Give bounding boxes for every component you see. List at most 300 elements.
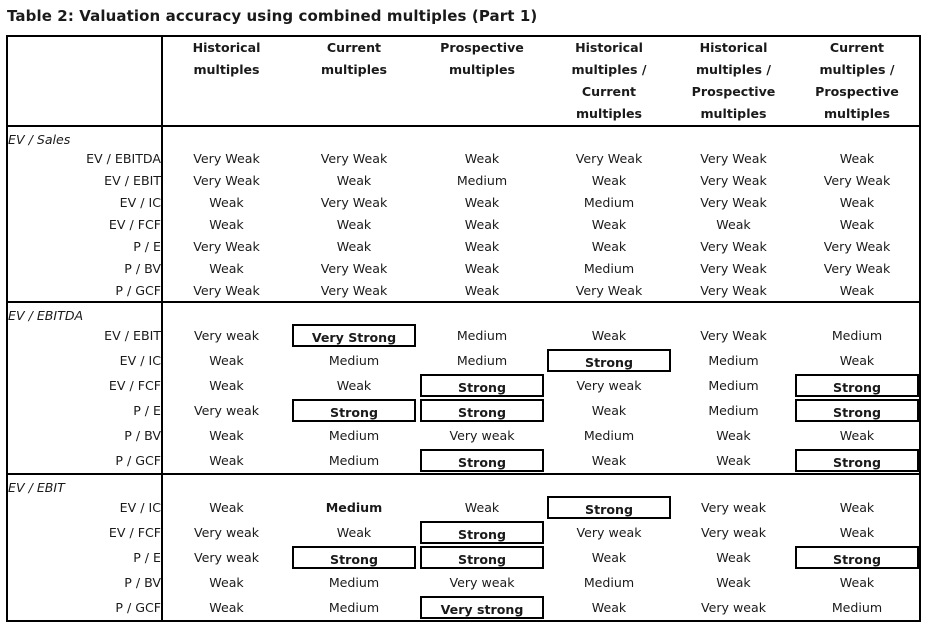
table-row xyxy=(7,570,920,595)
empty-cell xyxy=(546,126,672,147)
row-label: P / GCF xyxy=(7,279,162,302)
rating-text: Weak xyxy=(336,525,372,540)
empty-cell xyxy=(672,126,795,147)
rating-text: Very weak xyxy=(193,550,260,565)
table-cell xyxy=(418,423,546,448)
empty-cell xyxy=(418,474,546,495)
highlighted-rating: Strong xyxy=(420,449,544,472)
table-cell xyxy=(795,595,920,621)
column-header-line: Current xyxy=(581,84,637,99)
table-row xyxy=(7,423,920,448)
table-cell xyxy=(418,398,546,423)
table-cell xyxy=(418,545,546,570)
rating-text: Weak xyxy=(209,194,244,210)
column-header-line: multiples / xyxy=(695,62,772,77)
table-cell xyxy=(290,595,418,621)
rating-text: Very weak xyxy=(576,378,642,393)
table-cell xyxy=(672,348,795,373)
rating-text: Weak xyxy=(336,378,372,393)
rating-text: Weak xyxy=(464,260,500,276)
table-cell xyxy=(546,398,672,423)
rating-text: Medium xyxy=(831,328,883,343)
highlighted-rating: Strong xyxy=(292,546,416,569)
table-cell xyxy=(546,520,672,545)
rating-text: Very Weak xyxy=(823,172,891,188)
table-row xyxy=(7,448,920,474)
rating-text: Medium xyxy=(708,378,759,393)
column-header-line: multiples xyxy=(448,62,516,77)
table-cell xyxy=(672,520,795,545)
table-cell xyxy=(546,448,672,474)
table-cell xyxy=(290,520,418,545)
rating-text: Weak xyxy=(591,238,627,254)
rating-text: Medium xyxy=(456,328,508,343)
group-row xyxy=(7,302,920,323)
rating-text: Very weak xyxy=(700,600,767,615)
row-label: EV / FCF xyxy=(7,520,162,545)
rating-text: Medium xyxy=(831,600,883,615)
table-row xyxy=(7,213,920,235)
table-cell xyxy=(546,595,672,621)
table-cell xyxy=(795,147,920,169)
rating-text: Very Weak xyxy=(193,172,260,188)
table-cell xyxy=(795,169,920,191)
table-cell xyxy=(795,235,920,257)
rating-text: Very weak xyxy=(700,525,767,540)
table-cell xyxy=(546,279,672,302)
row-label: P / BV xyxy=(7,423,162,448)
highlighted-rating: Strong xyxy=(795,399,919,422)
table-cell xyxy=(418,169,546,191)
rating-text: Very weak xyxy=(193,328,260,343)
table-row xyxy=(7,520,920,545)
table-cell xyxy=(418,348,546,373)
table-cell xyxy=(290,213,418,235)
row-label: EV / FCF xyxy=(7,373,162,398)
group-row xyxy=(7,474,920,495)
table-cell xyxy=(672,235,795,257)
table-cell xyxy=(546,147,672,169)
corner-cell xyxy=(7,36,162,126)
table-cell xyxy=(546,257,672,279)
rating-text: Weak xyxy=(209,453,244,468)
table-cell xyxy=(672,595,795,621)
highlighted-rating: Very Strong xyxy=(292,324,416,347)
highlighted-rating: Strong xyxy=(420,546,544,569)
table-row xyxy=(7,147,920,169)
table-cell xyxy=(546,545,672,570)
column-header-line: multiples xyxy=(700,106,767,121)
row-label: P / E xyxy=(7,235,162,257)
table-cell xyxy=(546,348,672,373)
highlighted-rating: Strong xyxy=(795,374,919,397)
row-label: EV / EBIT xyxy=(7,169,162,191)
column-header-line: multiples xyxy=(575,106,643,121)
table-cell xyxy=(162,373,290,398)
rating-text: Weak xyxy=(839,194,875,210)
row-label: P / E xyxy=(7,398,162,423)
rating-text: Weak xyxy=(716,550,751,565)
rating-text: Very weak xyxy=(193,525,260,540)
table-cell xyxy=(795,191,920,213)
column-header-line: Current xyxy=(326,40,382,55)
rating-text: Medium xyxy=(583,260,635,276)
table-cell xyxy=(795,495,920,520)
rating-text: Very Weak xyxy=(193,238,260,254)
rating-text: Weak xyxy=(464,238,500,254)
rating-text: Weak xyxy=(209,260,244,276)
table-row xyxy=(7,257,920,279)
rating-text: Medium xyxy=(328,428,380,443)
rating-text: Medium xyxy=(708,403,759,418)
row-label: P / BV xyxy=(7,570,162,595)
rating-text: Weak xyxy=(839,216,875,232)
table-cell xyxy=(418,279,546,302)
rating-text: Weak xyxy=(716,575,751,590)
rating-text: Weak xyxy=(839,575,875,590)
table-cell xyxy=(162,323,290,348)
table-cell xyxy=(795,520,920,545)
table-cell xyxy=(418,147,546,169)
empty-cell xyxy=(162,126,290,147)
table-cell xyxy=(795,423,920,448)
row-label: P / GCF xyxy=(7,595,162,621)
column-header-line: multiples xyxy=(193,62,260,77)
empty-cell xyxy=(672,474,795,495)
table-cell xyxy=(162,169,290,191)
table-cell xyxy=(418,595,546,621)
column-header-line: multiples xyxy=(320,62,388,77)
rating-text: Weak xyxy=(464,500,500,515)
table-cell xyxy=(162,348,290,373)
rating-text: Weak xyxy=(839,525,875,540)
column-header-line: multiples / xyxy=(571,62,647,77)
highlighted-rating: Strong xyxy=(547,496,671,519)
column-header xyxy=(290,36,418,126)
table-cell xyxy=(162,570,290,595)
rating-text: Very Weak xyxy=(575,150,643,166)
table-cell xyxy=(290,570,418,595)
table-cell xyxy=(546,235,672,257)
rating-text: Weak xyxy=(464,150,500,166)
table-cell xyxy=(546,213,672,235)
table-cell xyxy=(795,279,920,302)
table-cell xyxy=(672,570,795,595)
highlighted-rating: Strong xyxy=(795,449,919,472)
rating-text: Medium xyxy=(328,453,380,468)
rating-text: Weak xyxy=(209,575,244,590)
table-row xyxy=(7,545,920,570)
column-header xyxy=(418,36,546,126)
rating-text: Very Weak xyxy=(823,238,891,254)
rating-text: Weak xyxy=(839,353,875,368)
rating-text: Very Weak xyxy=(320,260,388,276)
empty-cell xyxy=(290,474,418,495)
rating-text: Weak xyxy=(209,378,244,393)
table-cell xyxy=(672,545,795,570)
row-label: P / GCF xyxy=(7,448,162,474)
table-cell xyxy=(418,373,546,398)
header-row xyxy=(7,36,920,126)
table-cell xyxy=(418,448,546,474)
highlighted-rating: Strong xyxy=(420,521,544,544)
table-cell xyxy=(290,448,418,474)
table-row xyxy=(7,169,920,191)
table-cell xyxy=(546,495,672,520)
row-label: EV / IC xyxy=(7,495,162,520)
table-cell xyxy=(418,520,546,545)
rating-text: Very Weak xyxy=(700,172,767,188)
table-cell xyxy=(162,257,290,279)
empty-cell xyxy=(795,126,920,147)
empty-cell xyxy=(162,474,290,495)
table-cell xyxy=(290,279,418,302)
rating-text: Weak xyxy=(209,216,244,232)
empty-cell xyxy=(418,302,546,323)
group-label: EV / Sales xyxy=(7,126,162,147)
rating-text: Weak xyxy=(591,600,627,615)
table-cell xyxy=(162,235,290,257)
rating-text: Weak xyxy=(336,238,372,254)
rating-text: Very Weak xyxy=(320,282,388,298)
table-cell xyxy=(290,235,418,257)
rating-text: Weak xyxy=(591,403,627,418)
rating-text: Weak xyxy=(464,282,500,298)
column-header-line: Historical xyxy=(192,40,261,55)
table-cell xyxy=(290,495,418,520)
table-cell xyxy=(672,398,795,423)
rating-text: Weak xyxy=(591,453,627,468)
table-row xyxy=(7,279,920,302)
table-cell xyxy=(672,323,795,348)
empty-cell xyxy=(672,302,795,323)
rating-text: Weak xyxy=(336,216,372,232)
table-cell xyxy=(162,279,290,302)
rating-text: Very Weak xyxy=(193,282,260,298)
rating-text: Weak xyxy=(716,428,751,443)
rating-text: Very weak xyxy=(449,428,515,443)
row-label: EV / EBITDA xyxy=(7,147,162,169)
table-cell xyxy=(290,323,418,348)
rating-text: Weak xyxy=(839,500,875,515)
rating-text: Medium xyxy=(456,353,508,368)
table-cell xyxy=(162,147,290,169)
highlighted-rating: Strong xyxy=(795,546,919,569)
row-label: EV / EBIT xyxy=(7,323,162,348)
column-header-line: Prospective xyxy=(440,40,524,55)
highlighted-rating: Strong xyxy=(547,349,671,372)
table-row xyxy=(7,348,920,373)
rating-text: Medium xyxy=(325,500,383,515)
row-label: EV / IC xyxy=(7,348,162,373)
row-label: P / E xyxy=(7,545,162,570)
rating-text: Weak xyxy=(336,172,372,188)
row-label: P / BV xyxy=(7,257,162,279)
table-cell xyxy=(418,495,546,520)
rating-text: Weak xyxy=(591,216,627,232)
column-header xyxy=(795,36,920,126)
table-cell xyxy=(795,323,920,348)
table-cell xyxy=(672,147,795,169)
highlighted-rating: Strong xyxy=(292,399,416,422)
row-label: EV / IC xyxy=(7,191,162,213)
rating-text: Weak xyxy=(839,150,875,166)
table-row xyxy=(7,191,920,213)
highlighted-rating: Strong xyxy=(420,399,544,422)
table-cell xyxy=(162,191,290,213)
rating-text: Very Weak xyxy=(700,282,767,298)
table-cell xyxy=(672,213,795,235)
row-label: EV / FCF xyxy=(7,213,162,235)
column-header-line: Prospective xyxy=(691,84,776,99)
rating-text: Very weak xyxy=(700,500,767,515)
column-header xyxy=(162,36,290,126)
empty-cell xyxy=(795,302,920,323)
rating-text: Medium xyxy=(583,575,635,590)
table-cell xyxy=(162,448,290,474)
rating-text: Very Weak xyxy=(575,282,643,298)
rating-text: Weak xyxy=(464,216,500,232)
rating-text: Medium xyxy=(328,600,380,615)
rating-text: Weak xyxy=(209,353,244,368)
rating-text: Weak xyxy=(464,194,500,210)
table-row xyxy=(7,398,920,423)
rating-text: Weak xyxy=(839,282,875,298)
table-cell xyxy=(795,570,920,595)
table-cell xyxy=(418,323,546,348)
rating-text: Weak xyxy=(716,216,751,232)
rating-text: Very Weak xyxy=(320,150,388,166)
table-cell xyxy=(290,423,418,448)
table-cell xyxy=(795,348,920,373)
rating-text: Very weak xyxy=(449,575,515,590)
rating-text: Very Weak xyxy=(320,194,388,210)
empty-cell xyxy=(546,474,672,495)
rating-text: Weak xyxy=(591,172,627,188)
column-header-line: multiples / xyxy=(819,62,895,77)
table-cell xyxy=(546,323,672,348)
highlighted-rating: Strong xyxy=(420,374,544,397)
column-header xyxy=(546,36,672,126)
table-cell xyxy=(290,191,418,213)
table-cell xyxy=(162,595,290,621)
rating-text: Very Weak xyxy=(700,238,767,254)
rating-text: Very Weak xyxy=(700,260,767,276)
table-cell xyxy=(672,279,795,302)
rating-text: Very Weak xyxy=(193,150,260,166)
table-cell xyxy=(795,398,920,423)
rating-text: Medium xyxy=(708,353,759,368)
table-cell xyxy=(672,191,795,213)
table-cell xyxy=(162,545,290,570)
table-cell xyxy=(672,448,795,474)
table-cell xyxy=(290,398,418,423)
table-cell xyxy=(672,495,795,520)
rating-text: Very weak xyxy=(193,403,260,418)
rating-text: Very Weak xyxy=(700,328,767,343)
group-label: EV / EBITDA xyxy=(7,302,162,323)
column-header-line: Prospective xyxy=(815,84,899,99)
table-cell xyxy=(418,257,546,279)
table-row xyxy=(7,595,920,621)
column-header-line: Historical xyxy=(575,40,643,55)
rating-text: Medium xyxy=(583,194,635,210)
rating-text: Weak xyxy=(839,428,875,443)
empty-cell xyxy=(418,126,546,147)
table-row xyxy=(7,373,920,398)
table-cell xyxy=(162,520,290,545)
table-cell xyxy=(546,169,672,191)
empty-cell xyxy=(795,474,920,495)
rating-text: Medium xyxy=(328,353,380,368)
valuation-table xyxy=(6,35,921,622)
rating-text: Weak xyxy=(716,453,751,468)
rating-text: Weak xyxy=(209,500,244,515)
table-cell xyxy=(290,147,418,169)
column-header-line: Current xyxy=(829,40,885,55)
table-cell xyxy=(672,423,795,448)
rating-text: Very Weak xyxy=(700,150,767,166)
table-cell xyxy=(672,169,795,191)
table-cell xyxy=(418,235,546,257)
empty-cell xyxy=(290,302,418,323)
table-cell xyxy=(162,495,290,520)
table-cell xyxy=(290,169,418,191)
highlighted-rating: Very strong xyxy=(420,596,544,619)
empty-cell xyxy=(546,302,672,323)
table-cell xyxy=(418,570,546,595)
rating-text: Very weak xyxy=(576,525,642,540)
rating-text: Weak xyxy=(209,600,244,615)
empty-cell xyxy=(290,126,418,147)
empty-cell xyxy=(162,302,290,323)
table-cell xyxy=(546,373,672,398)
rating-text: Weak xyxy=(591,550,627,565)
rating-text: Medium xyxy=(583,428,635,443)
table-cell xyxy=(418,191,546,213)
table-cell xyxy=(290,257,418,279)
table-row xyxy=(7,495,920,520)
rating-text: Very Weak xyxy=(700,194,767,210)
table-row xyxy=(7,323,920,348)
table-cell xyxy=(672,257,795,279)
table-cell xyxy=(795,448,920,474)
table-row xyxy=(7,235,920,257)
table-cell xyxy=(795,545,920,570)
rating-text: Weak xyxy=(591,328,627,343)
table-title: Table 2: Valuation accuracy using combined multiples (Part 1) xyxy=(7,7,538,25)
column-header-line: multiples xyxy=(823,106,891,121)
table-cell xyxy=(418,213,546,235)
table-cell xyxy=(162,213,290,235)
column-header xyxy=(672,36,795,126)
table-cell xyxy=(162,398,290,423)
table-cell xyxy=(795,257,920,279)
table-cell xyxy=(795,213,920,235)
table-cell xyxy=(546,423,672,448)
table-cell xyxy=(672,373,795,398)
group-row xyxy=(7,126,920,147)
table-cell xyxy=(546,191,672,213)
table-cell xyxy=(290,545,418,570)
group-label: EV / EBIT xyxy=(7,474,162,495)
table-cell xyxy=(290,373,418,398)
rating-text: Medium xyxy=(456,172,508,188)
table-cell xyxy=(162,423,290,448)
rating-text: Medium xyxy=(328,575,380,590)
table-cell xyxy=(290,348,418,373)
rating-text: Very Weak xyxy=(823,260,891,276)
